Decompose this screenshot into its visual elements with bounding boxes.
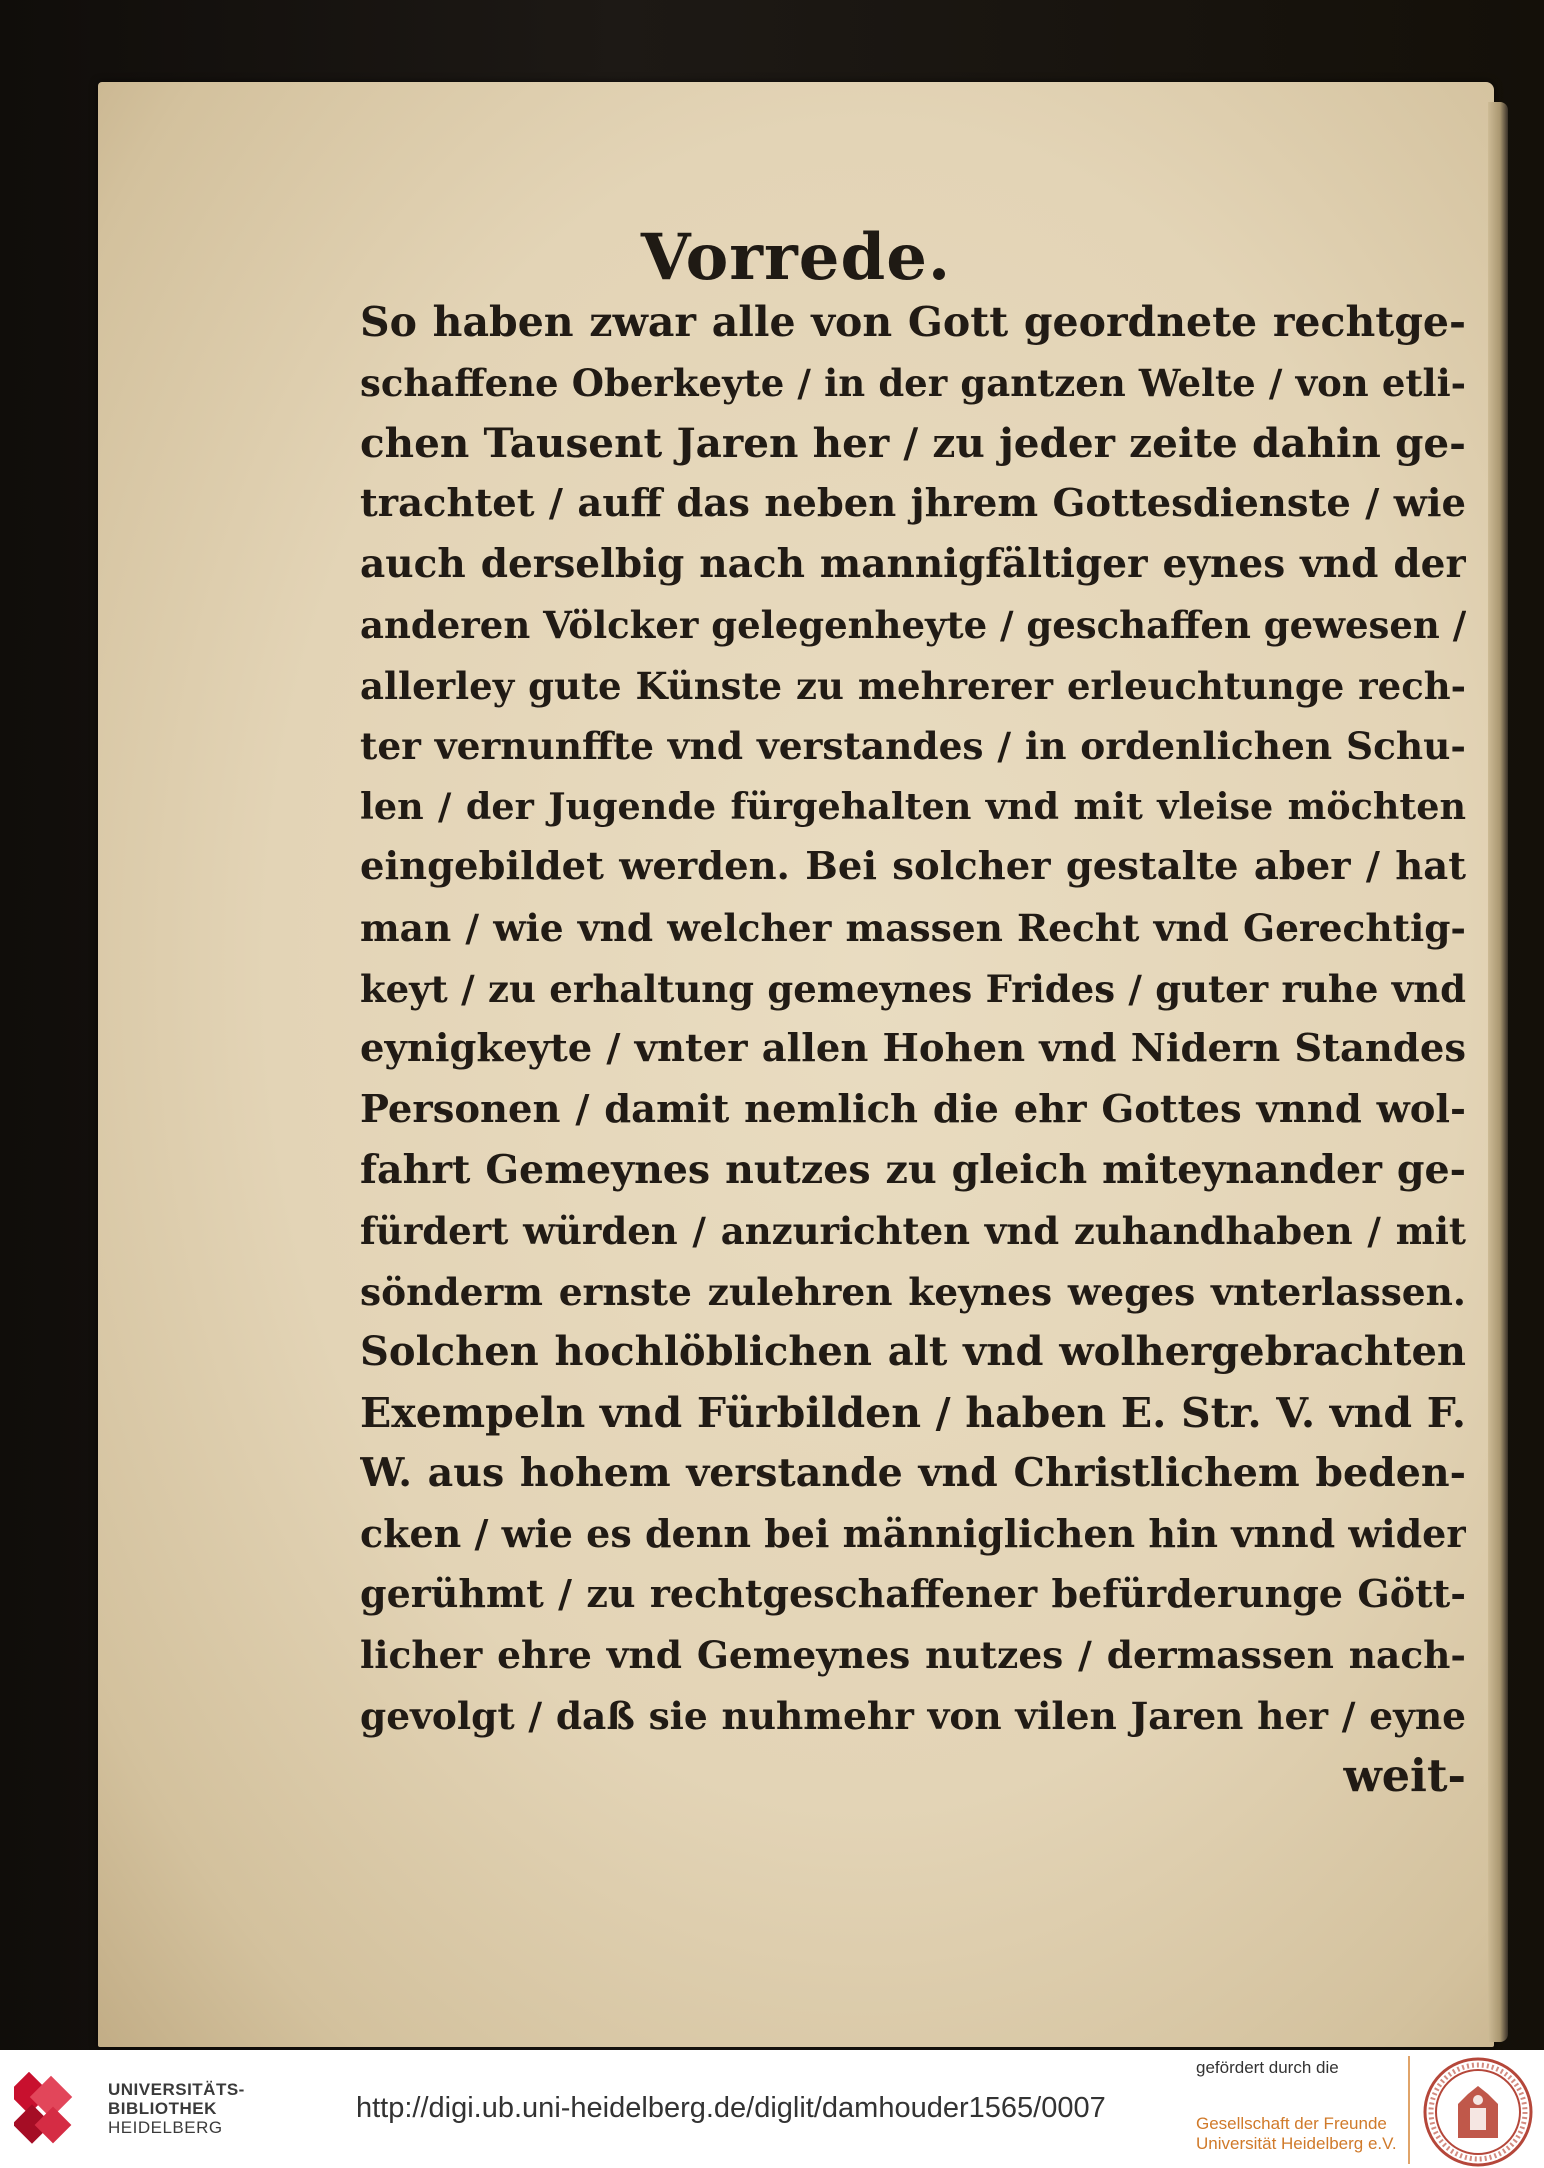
text-line: eynigkeyte / vnter allen Hohen vnd Nidern Standes — [360, 1026, 1466, 1072]
text-line: licher ehre vnd Gemeynes nutzes / dermassen nach- — [360, 1633, 1466, 1678]
text-line: allerley gute Künste zu mehrerer erleuchtunge rech- — [360, 663, 1466, 708]
text-line: fürdert würden / anzurichten vnd zuhandhaben / mit — [360, 1208, 1466, 1253]
library-name-line3: HEIDELBERG — [108, 2118, 223, 2137]
text-line: So haben zwar alle von Gott geordnete rechtge- — [360, 298, 1466, 346]
text-line: chen Tausent Jaren her / zu jeder zeite dahin ge- — [360, 419, 1466, 468]
sponsor-name — [1196, 2114, 1397, 2154]
footer-divider — [1408, 2056, 1410, 2164]
text-line: schaffene Oberkeyte / in der gantzen Welte / von etli- — [360, 360, 1466, 405]
text-line: keyt / zu erhaltung gemeynes Frides / guter ruhe vnd — [360, 966, 1466, 1011]
text-line: gerühmt / zu rechtgeschaffener befürderunge Gött- — [360, 1571, 1466, 1617]
text-line: gevolgt / daß sie nuhmehr von vilen Jaren her / eyne — [360, 1693, 1466, 1738]
text-line: auch derselbig nach mannigfältiger eynes vnd der — [360, 541, 1466, 588]
university-seal-icon — [1422, 2056, 1534, 2168]
sponsor-name-line2: Universität Heidelberg e.V. — [1196, 2134, 1397, 2153]
text-line: Solchen hochlöblichen alt vnd wolhergebrachten — [360, 1328, 1466, 1376]
page-body-text — [360, 292, 1466, 1807]
text-line: sönderm ernste zulehren keynes weges vnterlassen. — [360, 1269, 1466, 1314]
page-heading: Vorrede. — [640, 220, 952, 295]
text-line: weit- — [1343, 1750, 1466, 1803]
library-name-line1: UNIVERSITÄTS- — [108, 2080, 245, 2099]
text-line: anderen Völcker gelegenheyte / geschaffen gewesen / — [360, 602, 1466, 647]
permalink-url[interactable]: http://digi.ub.uni-heidelberg.de/diglit/damhouder1565/0007 — [356, 2092, 1106, 2124]
text-line: ter vernunffte vnd verstandes / in ordenlichen Schu- — [360, 724, 1466, 769]
text-line: eingebildet werden. Bei solcher gestalte aber / hat — [360, 844, 1466, 890]
text-line: W. aus hohem verstande vnd Christlichem beden- — [360, 1450, 1466, 1497]
text-line: Personen / damit nemlich die ehr Gottes vnnd wol- — [360, 1086, 1466, 1132]
text-line: cken / wie es denn bei männiglichen hin vnnd wider — [360, 1510, 1466, 1556]
sponsor-caption: gefördert durch die — [1196, 2058, 1339, 2077]
text-line: fahrt Gemeynes nutzes zu gleich miteynander ge- — [360, 1147, 1466, 1194]
text-line: trachtet / auff das neben jhrem Gottesdienste / wie — [360, 480, 1466, 526]
sponsor-name-line1: Gesellschaft der Freunde — [1196, 2114, 1387, 2133]
library-name-line2: BIBLIOTHEK — [108, 2099, 217, 2118]
university-library-logo-icon — [14, 2072, 94, 2146]
library-name — [108, 2080, 245, 2137]
book-page — [98, 82, 1494, 2047]
text-line: man / wie vnd welcher massen Recht vnd Gerechtig- — [360, 905, 1466, 950]
text-line: len / der Jugende fürgehalten vnd mit vleise möchten — [360, 784, 1466, 828]
footer-bar — [0, 2050, 1544, 2168]
text-line: Exempeln vnd Fürbilden / haben E. Str. V. vnd F. — [360, 1388, 1466, 1437]
